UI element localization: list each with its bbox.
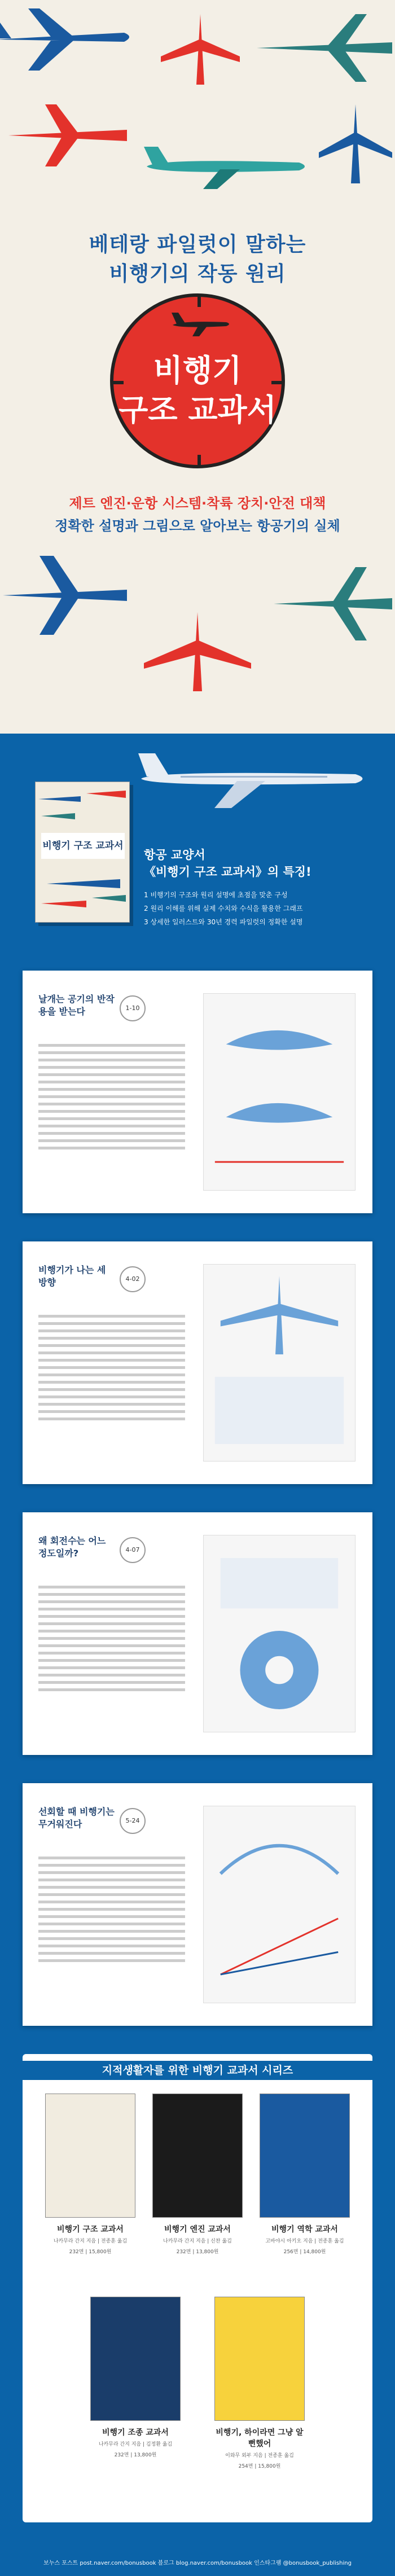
feature-title-1: 항공 교양서 — [144, 848, 205, 862]
sample-page-figure — [203, 993, 356, 1191]
sample-page-figure — [203, 1535, 356, 1732]
sample-page-title: 선회할 때 비행기는 무거워진다 — [38, 1806, 115, 1829]
headline-line-1: 베테랑 파일럿이 말하는 — [89, 233, 306, 256]
plane-illustration-red-top — [158, 11, 243, 90]
plane-illustration-bottom-right — [271, 564, 395, 643]
sample-page-figure — [203, 1806, 356, 2003]
series-book[interactable] — [260, 2094, 350, 2256]
plane-illustration-blue-top-left — [0, 6, 135, 73]
series-book-meta: 고바야시 아키오 지음 | 전종훈 옮김 — [265, 2239, 344, 2244]
feature-item: 1 비행기의 구조와 원리 설명에 초점을 맞춘 구성 — [144, 891, 288, 899]
plane-illustration-bottom-center — [141, 609, 254, 694]
body-text-placeholder — [38, 1586, 185, 1696]
feature-box — [144, 846, 381, 929]
book-cover-small — [35, 782, 130, 923]
series-book-name: 비행기 역학 교과서 — [271, 2225, 338, 2234]
plane-illustration-teal-jet — [141, 141, 310, 192]
sample-page-title: 비행기가 나는 세 방향 — [38, 1265, 106, 1288]
headline — [0, 231, 395, 288]
plane-silhouette-icon — [170, 308, 232, 339]
series-section — [23, 2054, 372, 2522]
sample-page-4 — [23, 1783, 372, 2026]
body-text-placeholder — [38, 1044, 185, 1154]
hero-section — [0, 0, 395, 734]
series-book-meta: 232면 | 15,800원 — [69, 2249, 112, 2255]
series-book-meta: 254면 | 15,800원 — [238, 2464, 281, 2469]
engine-diagram-icon — [204, 1535, 355, 1732]
series-book-meta: 이와무 외부 지음 | 전종훈 옮김 — [225, 2453, 294, 2459]
book-title-line-1: 비행기 — [153, 353, 242, 388]
feature-title-2: 《비행기 구조 교과서》의 특징! — [144, 865, 311, 879]
jet-illustration-white — [135, 745, 372, 813]
sample-page-number: 5-24 — [120, 1808, 146, 1834]
axes-diagram-icon — [204, 1265, 355, 1461]
footer-bar: 보누스 포스트 post.naver.com/bonusbook 블로그 blog.naver.com/bonusbook 인스타그램 @bonusbook_publishing — [0, 2551, 395, 2576]
series-book[interactable] — [45, 2094, 135, 2256]
book-cover — [260, 2094, 350, 2218]
sample-page-figure — [203, 1264, 356, 1462]
series-book-meta: 나카무라 간지 지음 | 김정환 옮김 — [98, 2442, 173, 2447]
plane-illustration-teal-top-right — [254, 11, 395, 85]
feature-item: 3 상세한 일러스트와 30년 경력 파일럿의 정확한 설명 — [144, 918, 303, 926]
series-title: 지적생활자를 위한 비행기 교과서 시리즈 — [23, 2061, 372, 2080]
sample-page-title: 왜 회전수는 어느 정도일까? — [38, 1535, 106, 1559]
book-cover — [90, 2297, 181, 2421]
series-book-name: 비행기 구조 교과서 — [57, 2225, 124, 2234]
cover-small-title: 비행기 구조 교과서 — [41, 833, 125, 859]
headline-line-2: 비행기의 작동 원리 — [109, 262, 286, 286]
series-book[interactable] — [214, 2297, 305, 2470]
series-book-name: 비행기 조종 교과서 — [102, 2428, 169, 2437]
series-book-meta: 나카무라 간지 지음 | 전종훈 옮김 — [53, 2239, 128, 2244]
series-book-meta: 나카무라 간지 지음 | 신찬 옮김 — [163, 2239, 232, 2244]
book-cover — [152, 2094, 243, 2218]
plane-illustration-bottom-left — [0, 553, 130, 638]
subtitle-line-2: 정확한 설명과 그림으로 알아보는 항공기의 실체 — [55, 518, 340, 534]
subtitle-line-1: 제트 엔진·운항 시스템·착륙 장치·안전 대책 — [69, 495, 326, 511]
series-book-name: 비행기 엔진 교과서 — [164, 2225, 231, 2234]
turn-diagram-icon — [204, 1806, 355, 2003]
book-cover — [45, 2094, 135, 2218]
series-book[interactable] — [152, 2094, 243, 2256]
body-text-placeholder — [38, 1315, 185, 1425]
wing-diagram-icon — [204, 994, 355, 1190]
sample-page-2 — [23, 1241, 372, 1484]
plane-illustration-blue-right — [316, 102, 395, 186]
feature-item: 2 원리 이해를 위해 실제 수치와 수식을 활용한 그래프 — [144, 905, 303, 912]
series-book[interactable] — [90, 2297, 181, 2459]
sample-page-number: 4-02 — [120, 1266, 146, 1292]
sample-page-3 — [23, 1512, 372, 1755]
feature-list — [144, 888, 381, 929]
series-book-name: 비행기, 하이라면 그냥 알 뻔했어 — [216, 2428, 304, 2448]
clock-title-badge — [110, 293, 285, 468]
body-text-placeholder — [38, 1857, 185, 1967]
sample-page-title: 날개는 공기의 반작용을 받는다 — [38, 994, 115, 1017]
book-title-line-2: 구조 교과서 — [118, 392, 276, 428]
book-cover — [214, 2297, 305, 2421]
sample-page-number: 4-07 — [120, 1537, 146, 1563]
series-book-meta: 232면 | 13,800원 — [176, 2249, 219, 2255]
series-book-meta: 256면 | 14,800원 — [283, 2249, 326, 2255]
sample-page-number: 1-10 — [120, 995, 146, 1021]
sample-page-1 — [23, 971, 372, 1213]
series-book-meta: 232면 | 13,800원 — [114, 2452, 157, 2458]
plane-illustration-red-left — [6, 102, 130, 169]
